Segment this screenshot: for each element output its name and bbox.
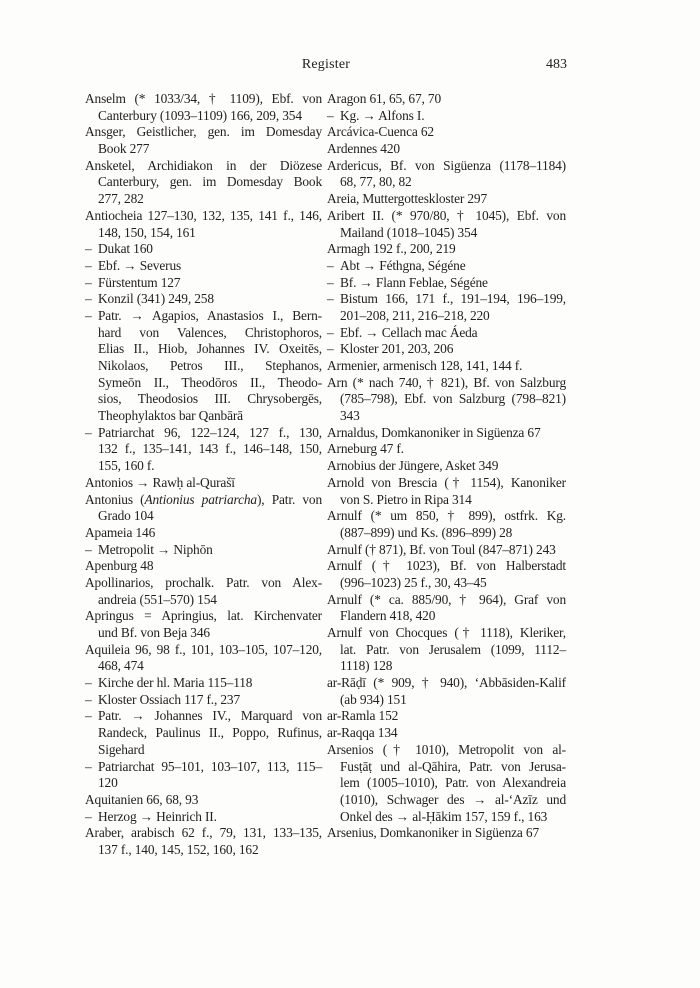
subentry-dash: –: [85, 291, 92, 307]
subentry-dash: –: [327, 341, 334, 357]
index-entry-line: ar-Ramla 152: [327, 708, 399, 724]
subentry-dash: –: [85, 675, 92, 691]
subentry-dash: –: [85, 274, 92, 290]
index-entry-line: Armagh 192 f., 200, 219: [327, 241, 456, 257]
index-entry-line: Arnold von Brescia († 1154), Kanoniker: [327, 474, 566, 490]
index-entry-line: Apringus = Apringius, lat. Kirchenvater: [85, 608, 322, 624]
subentry-dash: –: [85, 541, 92, 557]
index-entry-line: – Ebf. → Severus: [85, 257, 182, 273]
index-entry: [327, 241, 566, 258]
index-entry: [85, 208, 322, 241]
index-entry-line: – Konzil (341) 249, 258: [85, 291, 214, 307]
index-entry: [85, 825, 322, 858]
index-subentry: [85, 708, 322, 758]
index-entry-line: Flandern 418, 420: [340, 608, 436, 624]
index-entry: [85, 608, 322, 641]
index-entry-line: Aribert II. (* 970/80, † 1045), Ebf. von: [327, 207, 566, 223]
subentry-dash: –: [327, 257, 334, 273]
index-entry-line: Antonios → Rawḥ al-Qurašī: [85, 474, 235, 490]
index-entry: [327, 358, 566, 375]
index-entry-line: andreia (551–570) 154: [98, 591, 217, 607]
index-entry-line: Arnulf von Chocques († 1118), Kleriker,: [327, 625, 566, 640]
index-entry-line: Symeōn II., Theodōros II., Theodo-: [98, 374, 322, 390]
index-entry-line: – Bf. → Flann Feblae, Ségéne: [327, 274, 488, 290]
index-subentry: [327, 341, 566, 358]
index-entry-line: Onkel des → al-Ḥākim 157, 159 f., 163: [340, 808, 548, 824]
index-entry-line: Aquitanien 66, 68, 93: [85, 791, 199, 807]
index-entry: [327, 725, 566, 742]
index-entry: [85, 575, 322, 608]
index-entry-line: (1010), Schwager des → al-‘Azīz und: [340, 791, 566, 807]
running-header-title: Register: [301, 57, 351, 72]
index-entry-line: Ardericus, Bf. von Sigüenza (1178–1184): [327, 157, 566, 173]
index-entry-line: Apollinarios, prochalk. Patr. von Alex-: [85, 574, 322, 590]
index-entry-line: – Fürstentum 127: [85, 274, 181, 290]
subentry-dash: –: [85, 708, 92, 724]
index-entry-line: (785–798), Ebf. von Salzburg (798–821): [340, 391, 566, 407]
index-entry-line: Theophylaktos bar Qanbārā: [98, 408, 243, 424]
index-entry-line: Canterbury, gen. im Domesday Book: [98, 174, 322, 190]
index-entry-line: – Herzog → Heinrich II.: [85, 808, 217, 824]
index-entry-line: Elias II., Hiob, Johannes IV. Oxeitēs,: [98, 341, 322, 357]
index-subentry: [85, 258, 322, 275]
index-entry-line: lat. Patr. von Jerusalem (1099, 1112–: [340, 641, 566, 657]
index-entry-line: Ardennes 420: [327, 141, 400, 157]
subentry-dash: –: [85, 758, 92, 774]
subentry-dash: –: [327, 107, 334, 123]
index-entry-line: von S. Pietro in Ripa 314: [340, 491, 472, 507]
index-entry: [85, 642, 322, 675]
index-entry-line: Mailand (1018–1045) 354: [340, 224, 478, 240]
index-entry: [85, 475, 322, 492]
index-entry-line: Arnulf (* ca. 885/90, † 964), Graf von: [327, 591, 566, 607]
index-entry-line: Arnulf (* um 850, † 899), ostfrk. Kg.: [327, 508, 566, 524]
index-entry-line: Book 277: [98, 141, 150, 157]
index-entry-line: Aragon 61, 65, 67, 70: [327, 91, 442, 106]
index-entry-line: Armenier, armenisch 128, 141, 144 f.: [327, 358, 523, 373]
subentry-dash: –: [327, 274, 334, 290]
index-entry-line: 137 f., 140, 145, 152, 160, 162: [98, 841, 259, 857]
index-entry: [327, 375, 566, 425]
index-entry-line: – Kloster 201, 203, 206: [327, 341, 454, 357]
index-entry: [327, 675, 566, 708]
index-entry-line: 343: [340, 408, 360, 424]
index-entry-line: – Bistum 166, 171 f., 191–194, 196–199,: [327, 291, 566, 307]
index-entry-line: – Metropolit → Niphōn: [85, 541, 213, 557]
index-entry-line: Arnobius der Jüngere, Asket 349: [327, 458, 499, 474]
index-entry: [327, 91, 566, 108]
index-entry: [327, 825, 566, 842]
subentry-dash: –: [85, 257, 92, 273]
index-entry-line: 155, 160 f.: [98, 458, 155, 474]
index-subentry: [327, 258, 566, 275]
index-entry: [327, 425, 566, 442]
index-entry: [327, 592, 566, 625]
subentry-dash: –: [85, 307, 92, 323]
index-entry: [85, 124, 322, 157]
index-entry-line: Randeck, Paulinus II., Poppo, Rufinus,: [98, 725, 322, 741]
index-entry-line: 120: [98, 775, 118, 791]
subentry-dash: –: [327, 291, 334, 307]
index-entry-line: Apenburg 48: [85, 558, 154, 574]
index-entry-line: Arnulf († 871), Bf. von Toul (847–871) 243: [327, 541, 556, 557]
index-entry: [327, 208, 566, 241]
index-entry-line: – Abt → Féthgna, Ségéne: [327, 257, 466, 273]
index-entry-line: Areia, Muttergotteskloster 297: [327, 191, 487, 207]
index-entry-line: – Kg. → Alfons I.: [327, 107, 425, 123]
index-entry: [327, 558, 566, 591]
index-entry-line: Araber, arabisch 62 f., 79, 131, 133–135,: [85, 825, 322, 841]
index-entry-line: Grado 104: [98, 508, 154, 524]
index-column-right: [327, 91, 566, 842]
index-entry: [327, 542, 566, 559]
page-number: 483: [546, 57, 567, 72]
subentry-dash: –: [85, 241, 92, 257]
index-entry: [327, 191, 566, 208]
running-header: [85, 57, 567, 75]
subentry-dash: –: [85, 691, 92, 707]
index-entry: [327, 158, 566, 191]
index-entry: [327, 141, 566, 158]
index-entry-line: sios, Theodosios III. Chrysobergēs,: [98, 391, 322, 407]
index-entry: [85, 91, 322, 124]
index-entry-line: 148, 150, 154, 161: [98, 224, 196, 240]
index-entry-line: Ansketel, Archidiakon in der Diözese: [85, 157, 322, 173]
index-entry-line: – Kloster Ossiach 117 f., 237: [85, 691, 240, 707]
index-entry-line: Arnulf († 1023), Bf. von Halberstadt: [327, 558, 566, 574]
index-subentry: [85, 308, 322, 425]
subentry-dash: –: [85, 424, 92, 440]
index-entry: [327, 475, 566, 508]
index-entry-line: ar-Raqqa 134: [327, 725, 398, 741]
index-entry-line: – Patr. → Johannes IV., Marquard von: [85, 708, 322, 724]
index-entry: [85, 792, 322, 809]
index-subentry: [85, 692, 322, 709]
index-entry-line: 201–208, 211, 216–218, 220: [340, 307, 490, 323]
index-subentry: [327, 291, 566, 324]
index-entry-line: Antonius (Antionius patriarcha), Patr. von: [85, 491, 323, 507]
index-entry-line: 277, 282: [98, 191, 144, 207]
index-entry-line: ar-Rāḍī (* 909, † 940), ‘Abbāsiden-Kalif: [327, 675, 566, 691]
index-subentry: [85, 542, 322, 559]
index-entry: [327, 742, 566, 825]
index-entry-line: – Ebf. → Cellach mac Áeda: [327, 324, 478, 340]
index-entry-line: (996–1023) 25 f., 30, 43–45: [340, 574, 487, 590]
index-entry-line: Anselm (* 1033/34, † 1109), Ebf. von: [85, 91, 322, 106]
index-subentry: [85, 291, 322, 308]
index-entry-line: Nikolaos, Petros III., Stephanos,: [98, 358, 322, 373]
index-entry-line: Arsenios († 1010), Metropolit von al-: [327, 741, 566, 757]
index-entry-line: Arnaldus, Domkanoniker in Sigüenza 67: [327, 424, 541, 440]
index-subentry: [85, 425, 322, 475]
index-entry: [327, 458, 566, 475]
index-entry: [327, 708, 566, 725]
index-entry: [327, 508, 566, 541]
index-entry-line: 468, 474: [98, 658, 144, 674]
index-entry-line: lem (1005–1010), Patr. von Alexandreia: [340, 775, 566, 791]
index-entry-line: Antiocheia 127–130, 132, 135, 141 f., 146,: [85, 207, 322, 223]
index-entry: [85, 558, 322, 575]
index-entry-line: – Kirche der hl. Maria 115–118: [85, 675, 253, 691]
index-entry-line: Fusṭāṭ und al-Qāhira, Patr. von Jerusa-: [340, 758, 566, 774]
index-entry-line: Canterbury (1093–1109) 166, 209, 354: [98, 107, 302, 123]
index-subentry: [85, 241, 322, 258]
index-subentry: [327, 325, 566, 342]
index-entry-line: (ab 934) 151: [340, 691, 407, 707]
index-entry-line: Arsenius, Domkanoniker in Sigüenza 67: [327, 825, 540, 841]
index-entry: [327, 124, 566, 141]
index-entry-line: Apameia 146: [85, 524, 156, 540]
index-entry-line: und Bf. von Beja 346: [98, 625, 210, 640]
index-subentry: [85, 809, 322, 826]
index-entry: [85, 492, 322, 525]
index-entry-line: 1118) 128: [340, 658, 393, 674]
index-entry-line: 132 f., 135–141, 143 f., 146–148, 150,: [98, 441, 322, 457]
index-entry: [85, 525, 322, 542]
index-column-left: [85, 91, 322, 859]
index-entry: [327, 625, 566, 675]
index-entry-line: hard von Valences, Christophoros,: [98, 324, 322, 340]
index-entry-line: (887–899) und Ks. (896–899) 28: [340, 524, 513, 540]
index-subentry: [327, 108, 566, 125]
index-entry: [327, 441, 566, 458]
index-entry-line: Arneburg 47 f.: [327, 441, 404, 457]
index-subentry: [85, 759, 322, 792]
index-entry: [85, 158, 322, 208]
index-entry-line: – Patriarchat 96, 122–124, 127 f., 130,: [85, 424, 322, 440]
index-subentry: [327, 275, 566, 292]
index-entry-line: – Dukat 160: [85, 241, 153, 257]
index-subentry: [85, 275, 322, 292]
subentry-dash: –: [327, 324, 334, 340]
index-entry-line: Ansger, Geistlicher, gen. im Domesday: [85, 124, 322, 140]
index-entry-line: – Patr. → Agapios, Anastasios I., Bern-: [85, 307, 322, 323]
index-entry-line: 68, 77, 80, 82: [340, 174, 412, 190]
index-subentry: [85, 675, 322, 692]
index-entry-line: Aquileia 96, 98 f., 101, 103–105, 107–120,: [85, 641, 322, 657]
index-entry-line: Arn (* nach 740, † 821), Bf. von Salzburg: [327, 374, 566, 390]
index-entry-line: Arcávica-Cuenca 62: [327, 124, 434, 140]
index-entry-line: – Patriarchat 95–101, 103–107, 113, 115–: [85, 758, 322, 774]
subentry-dash: –: [85, 808, 92, 824]
index-entry-line: Sigehard: [98, 741, 145, 757]
